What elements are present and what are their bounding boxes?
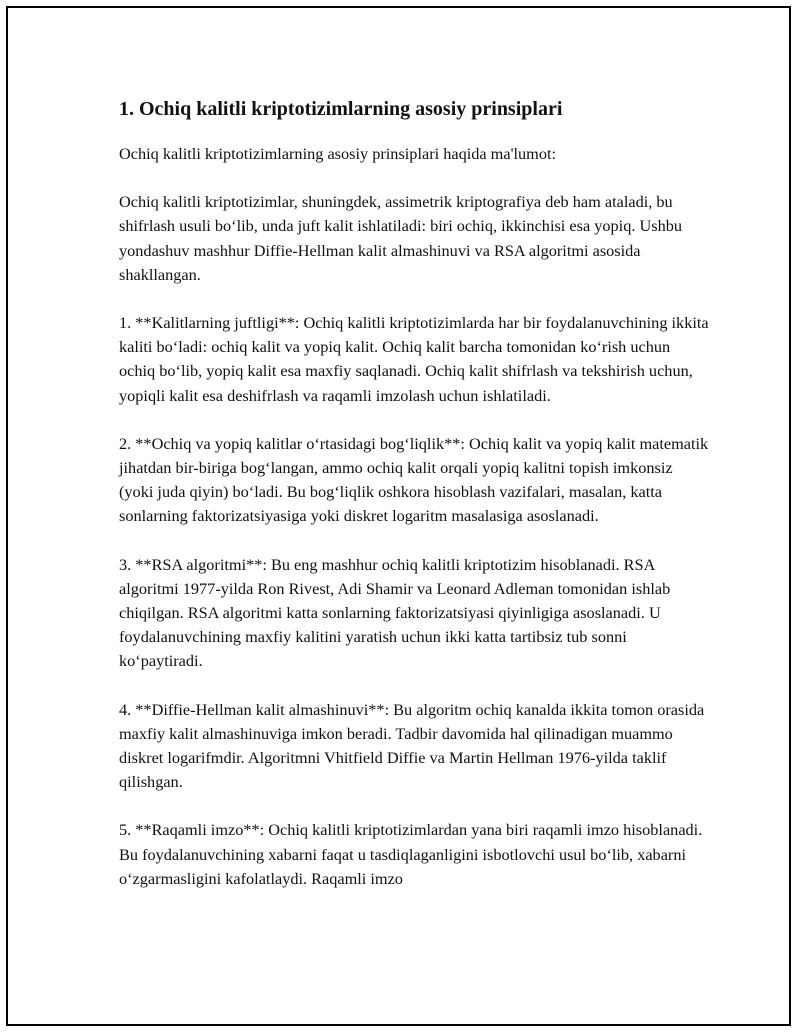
paragraph-overview: Ochiq kalitli kriptotizimlar, shuningdek, assimetrik kriptografiya deb ham ataladi, bu shifrlash usuli bo‘lib, unda juft kalit ishlatiladi: biri ochiq, ikkinchisi esa yopiq. Ushbu yondashuv mashhur Diffie-Hellman kalit almashinuvi va RSA algoritmi asosida shakllangan. [119,192,682,284]
document-body [119,96,709,915]
page-title: 1. Ochiq kalitli kriptotizimlarning asosiy prinsiplari [119,98,563,120]
document-page [6,6,791,1026]
paragraph-intro: Ochiq kalitli kriptotizimlarning asosiy prinsiplari haqida ma'lumot: [119,144,557,163]
paragraph-diffie-hellman: 4. **Diffie-Hellman kalit almashinuvi**: Bu algoritm ochiq kanalda ikkita tomon orasida maxfiy kalit almashinuviga imkon beradi. Tadbir davomida hal qilinadigan muammo diskret logarifmdir. Algoritmni Vhitfield Diffie va Martin Hellman 1976-yilda taklif qilishgan. [119,699,705,792]
paragraph-key-pairs: 1. **Kalitlarning juftligi**: Ochiq kalitli kriptotizimlarda har bir foydalanuvchining ikkita kaliti bo‘ladi: ochiq kalit va yopiq kalit. Ochiq kalit barcha tomonidan ko‘rish uchun ochiq bo‘lib, yopiq kalit esa maxfiy saqlanadi. Ochiq kalit shifrlash va tekshirish uchun, yopiqli kalit esa deshifrlash va raqamli imzolash uchun ishlatiladi. [119,313,709,405]
paragraph-key-relationship: 2. **Ochiq va yopiq kalitlar o‘rtasidagi bog‘liqlik**: Ochiq kalit va yopiq kalit matematik jihatdan bir-biriga bog‘langan, ammo ochiq kalit orqali yopiq kalitni topish imkonsiz (yoki juda qiyin) bo‘ladi. Bu bog‘liqlik oshkora hisoblash vazifalari, masalan, katta sonlarning faktorizatsiyasiga yoki diskret logaritm masalasiga asoslanadi. [119,433,709,526]
paragraph-rsa: 3. **RSA algoritmi**: Bu eng mashhur ochiq kalitli kriptotizim hisoblanadi. RSA algoritmi 1977-yilda Ron Rivest, Adi Shamir va Leonard Adleman tomonidan ishlab chiqilgan. RSA algoritmi katta sonlarning faktorizatsiyasi qiyinligiga asoslanadi. U foydalanuvchining maxfiy kalitini yaratish uchun ikki katta tartibsiz tub sonni ko‘paytiradi. [119,554,671,671]
paragraph-digital-signature: 5. **Raqamli imzo**: Ochiq kalitli kriptotizimlardan yana biri raqamli imzo hisoblanadi. Bu foydalanuvchining xabarni faqat u tasdiqlaganligini isbotlovchi usul bo‘lib, xabarni o‘zgarmasligini kafolatlaydi. Raqamli imzo [119,820,703,888]
